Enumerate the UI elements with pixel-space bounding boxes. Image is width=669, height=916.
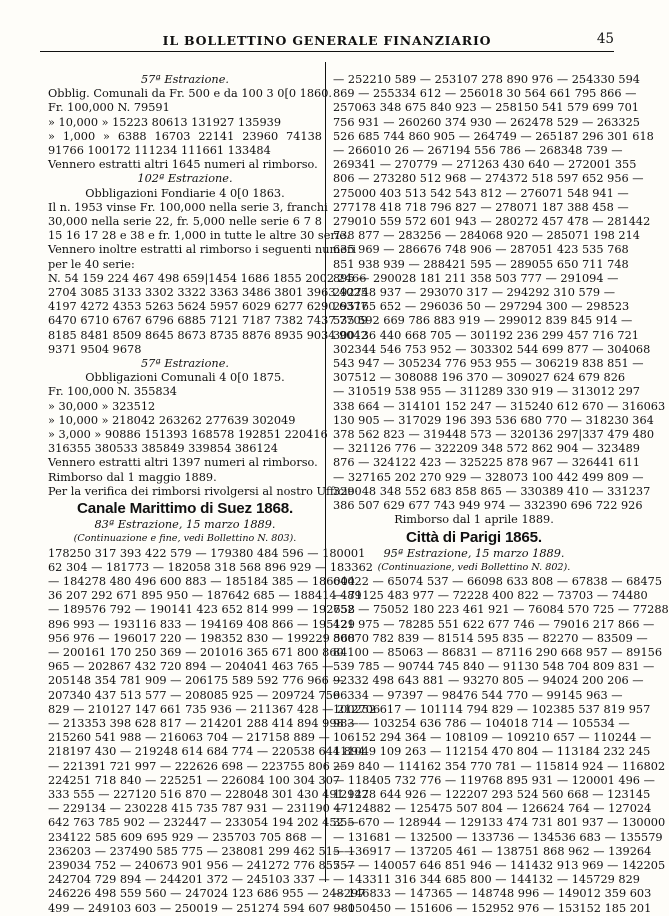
right-column-line: 111049 109 263 — 112154 470 804 — 113184 232 245 (333, 745, 651, 759)
left-column-line: 102ª Estrazione. (137, 172, 233, 186)
right-column-line: 80070 782 839 — 81514 595 835 — 82270 — 83509 — (333, 631, 648, 645)
right-column-line: 106152 294 364 — 108109 — 109210 657 — 110244 — (333, 731, 652, 745)
right-column-line: 275000 403 513 542 543 812 — 276071 548 941 — (333, 186, 629, 200)
left-column-line: Fr. 100,000 N. 79591 (48, 101, 170, 115)
right-column-line: 378 562 823 — 319448 573 — 320136 297|337 479 480 (333, 428, 655, 442)
right-column-line: 292748 937 — 293070 317 — 294292 310 579 — (333, 286, 615, 300)
left-column-line: 896 993 — 193116 833 — 194169 408 866 — 195129 (48, 617, 355, 631)
right-column-line: — 146833 — 147365 — 148748 996 — 149012 359 603 (333, 887, 652, 901)
right-column-line: — 118405 732 776 — 119768 895 931 — 120001 496 — (333, 773, 655, 787)
right-column-line: 302344 546 753 952 — 303302 544 699 877 — 304068 (333, 342, 651, 356)
right-column-line: 526 685 744 860 905 — 264749 — 265187 296 301 618 (333, 129, 654, 143)
right-column-line: 121478 644 926 — 122207 293 524 560 668 — 123145 (333, 787, 651, 801)
right-column-line: — 131681 — 132500 — 133736 — 134536 683 — 135579 (333, 830, 663, 844)
right-column-line: — 71125 483 977 — 72228 400 822 — 73703 — 74480 (333, 589, 648, 603)
right-column-line: — 150450 — 151606 — 152952 976 — 153152 185 201 (333, 901, 652, 915)
right-column-line: — 327165 202 270 929 — 328073 100 442 499 809 — (333, 470, 644, 484)
column-divider (325, 62, 326, 882)
left-column-line: 57ª Estrazione. (141, 73, 229, 86)
left-column-line: 2704 3085 3133 3302 3322 3363 3486 3801 3963 4025 (48, 286, 368, 300)
left-column-line: » 30,000 » 323512 (48, 399, 156, 413)
right-column-line: — 252210 589 — 253107 278 890 976 — 254330 594 (333, 73, 640, 86)
left-column-line: Vennero estratti altri 1397 numeri al rimborso. (48, 456, 318, 470)
left-column-line: Rimborso dal 1 maggio 1889. (48, 470, 217, 484)
right-column-line: — 124882 — 125475 507 804 — 126624 764 — 127024 (333, 802, 652, 816)
left-column-line: 4197 4272 4353 5263 5624 5957 6029 6277 6290 6377 (48, 300, 368, 314)
left-column-line: — 200161 170 250 369 — 201016 365 671 800 860 (48, 645, 344, 659)
left-column-line: » 10,000 » 15223 80613 131927 135939 (48, 115, 282, 129)
left-column-line: per le 40 serie: (48, 257, 135, 271)
left-column-line: — 189576 792 — 190141 423 652 814 999 — 192658 (48, 603, 355, 617)
right-column-line: 257063 348 675 840 923 — 258150 541 579 699 701 (333, 101, 639, 115)
left-column (48, 73, 381, 916)
left-column-line: 83ª Estrazione, 15 marzo 1889. (94, 518, 276, 532)
left-column-line: 6470 6710 6767 6796 6885 7121 7187 7382 7437 7709 (48, 314, 368, 328)
left-column-line: 642 763 785 902 — 232447 — 233054 194 202 452 — (48, 816, 359, 830)
left-column-line: Vennero estratti altri 1645 numeri al rimborso. (48, 158, 318, 172)
left-column-line: 316355 380533 385849 339854 386124 (48, 442, 278, 456)
left-column-line: 829 — 210127 147 661 735 936 — 211367 428 — 212706 (48, 702, 381, 716)
right-column-line: 130 905 — 317029 196 393 536 680 770 — 318230 364 (333, 413, 654, 427)
right-column-line: — 321126 776 — 322209 348 572 862 904 — 323489 (333, 442, 640, 456)
right-column-line: 895 — 290028 181 211 358 503 777 — 291094 — (333, 271, 619, 285)
left-column-line: 234122 585 609 695 929 — 235703 705 868 — (48, 830, 322, 844)
left-column-line: Fr. 100,000 N. 355834 (48, 385, 177, 399)
left-column-line: 956 976 — 196017 220 — 198352 830 — 199229 568 (48, 631, 355, 645)
right-column-line: 535 592 669 786 883 919 — 299012 839 845 914 — (333, 314, 633, 328)
left-column-line: N. 54 159 224 467 498 659|1454 1686 1855 2002 2466 (48, 271, 367, 285)
right-column-line: 300136 440 668 705 — 301192 236 299 457 716 721 (333, 328, 639, 342)
left-column-line: Il n. 1953 vinse Fr. 100,000 nella serie 3, franchi (48, 200, 328, 214)
right-column-line: 806 — 273280 512 968 — 274372 518 597 652 956 — (333, 172, 644, 186)
left-column-line: 965 — 202867 432 720 894 — 204041 463 765 — (48, 660, 334, 674)
right-column-line: Città di Parigi 1865. (406, 528, 542, 546)
right-column-line: — 310519 538 955 — 311289 330 919 — 313012 297 (333, 385, 640, 399)
left-column-line: (Continuazione e fine, vedi Bollettino N. 803). (73, 533, 297, 545)
right-column-line: 869 — 255334 612 — 256018 30 564 661 795 866 — (333, 87, 637, 101)
right-column-line: 876 — 324122 423 — 325225 878 967 — 326441 611 (333, 456, 640, 470)
right-column-line: — 143311 316 344 685 800 — 144132 — 145729 829 (333, 873, 640, 887)
left-column-line: — 221391 721 997 — 222626 698 — 223755 806 — (48, 759, 345, 773)
right-column-line: 269341 — 270779 — 271263 430 640 — 272001 355 (333, 158, 637, 172)
left-column-line: 236203 — 237490 585 775 — 238081 299 462 515 — (48, 844, 355, 858)
right-column-line: 307512 — 308088 196 370 — 309027 624 679 826 (333, 371, 626, 385)
left-column-line: 57ª Estrazione. (141, 357, 229, 371)
left-column-line: » 1,000 » 6388 16703 22141 23960 74138 (48, 129, 322, 143)
left-column-line: 36 207 292 671 895 950 — 187642 685 — 188414 489 (48, 589, 362, 603)
left-column-line: 207340 437 513 577 — 208085 925 — 209724 756 (48, 688, 341, 702)
right-column-line: 539 785 — 90744 745 840 — 91130 548 704 809 831 — (333, 660, 655, 674)
right-column-line: 338 664 — 314101 152 247 — 315240 612 670 — 316063 (333, 399, 666, 413)
page-number: 45 (596, 31, 614, 47)
right-column-line: 386 507 629 677 743 949 974 — 332390 696 722 926 (333, 499, 643, 513)
left-column-line: 246226 498 559 560 — 247024 123 686 955 — 248297 (48, 887, 366, 901)
right-column-line: 329048 348 552 683 858 865 — 330389 410 — 331237 (333, 484, 651, 498)
right-column-line: 752 — 75052 180 223 461 921 — 76084 570 725 — 77288 (333, 603, 669, 617)
right-column-line: 635 969 — 286676 748 906 — 287051 423 535 768 (333, 243, 629, 257)
left-column-line: 205148 354 781 909 — 206175 589 592 776 966 — (48, 674, 344, 688)
right-column-line: 92332 498 643 881 — 93270 805 — 94024 200 206 — (333, 674, 644, 688)
right-column-line: 738 877 — 283256 — 284068 920 — 285071 198 214 (333, 229, 640, 243)
right-column-line: 84100 — 85063 — 86831 — 87116 290 668 957 — 89156 (333, 645, 663, 659)
page-header (40, 27, 614, 52)
right-column-line: 96334 — 97397 — 98476 544 770 — 99145 963 — (333, 688, 623, 702)
left-column-line: Obbligazioni Comunali 4 0[0 1875. (85, 371, 285, 385)
right-column-line: 421 975 — 78285 551 622 677 746 — 79016 217 866 — (333, 617, 655, 631)
right-column-line: 543 947 — 305234 776 953 955 — 306219 838 851 — (333, 357, 644, 371)
right-column-line: (Continuazione, vedi Bollettino N. 802). (377, 561, 571, 573)
left-column-line: 224251 718 840 — 225251 — 226084 100 304 307 (48, 773, 341, 787)
right-column-line: 295165 652 — 296036 50 — 297294 300 — 298523 (333, 300, 630, 314)
right-column-line: 259 840 — 114162 354 770 781 — 115814 924 — 116802 (333, 759, 666, 773)
right-column-line: — 266010 26 — 267194 556 786 — 268348 739 — (333, 144, 623, 158)
left-column-line: 8185 8481 8509 8645 8673 8735 8876 8935 9034 9042 (48, 328, 368, 342)
left-column-line: 178250 317 393 422 579 — 179380 484 596 — 180001 (48, 546, 366, 560)
left-column-line: — 213353 398 628 817 — 214201 288 414 894 998 — (48, 716, 359, 730)
right-column-line: 64022 — 65074 537 — 66098 633 808 — 67838 — 68475 (333, 574, 663, 588)
right-column-line: 277178 418 718 796 827 — 278071 187 388 458 — (333, 200, 629, 214)
left-column-line: 242704 729 894 — 244201 372 — 245103 337 — (48, 873, 330, 887)
left-column-line: Per la verifica dei rimborsi rivolgersi al nostro Ufficio· (48, 484, 359, 498)
left-column-line: » 10,000 » 218042 263262 277639 302049 (48, 413, 296, 427)
left-column-line: 333 555 — 227120 516 870 — 228048 301 430 491 922 (48, 787, 369, 801)
right-column-line: 983 — 103254 636 786 — 104018 714 — 105534 — (333, 716, 630, 730)
left-column-line: Canale Marittimo di Suez 1868. (77, 500, 293, 518)
left-column-line: Vennero inoltre estratti al rimborso i seguenti numeri (48, 243, 356, 257)
left-column-line: — 184278 480 496 600 883 — 185184 385 — 186004 (48, 574, 355, 588)
right-column-line: 851 938 939 — 288421 595 — 289055 650 711 748 (333, 257, 629, 271)
left-column-line: Obbligazioni Fondiarie 4 0[0 1863. (85, 186, 285, 200)
right-column-line: 557 — 140057 646 851 946 — 141432 913 969 — 142205 (333, 858, 666, 872)
left-column-line: 15 16 17 28 e 38 e fr. 1,000 in tutte le altre 30 serie. (48, 229, 350, 243)
right-column-line: Rimborso dal 1 aprile 1889. (394, 513, 554, 527)
right-column-line: 355 670 — 128944 — 129133 474 731 801 937 — 130000 (333, 816, 666, 830)
right-column-line: 279010 559 572 601 943 — 280272 457 478 — 281442 (333, 215, 651, 229)
right-column-line: — 136917 — 137205 461 — 138751 868 962 — 139264 (333, 844, 652, 858)
left-column-line: 91766 100172 111234 111661 133484 (48, 144, 271, 158)
left-column-line: 499 — 249103 603 — 250019 — 251274 594 607 980 (48, 901, 355, 915)
right-column-line: 756 931 — 260260 374 930 — 262478 529 — 263325 (333, 115, 640, 129)
left-column-line: 9371 9504 9678 (48, 342, 142, 356)
left-column-line: 239034 752 — 240673 901 956 — 241272 776 857 — (48, 858, 355, 872)
left-column-line: 215260 541 988 — 216063 704 — 217158 889 — (48, 731, 330, 745)
left-column-line: 218197 430 — 219248 614 684 774 — 220538 644 894 (48, 745, 366, 759)
left-column-line: 30,000 nella serie 22, fr. 5,000 nelle serie 6 7 8 (48, 215, 322, 229)
left-column-line: — 229134 — 230228 415 735 787 931 — 231190 471 (48, 802, 355, 816)
right-column-line: 95ª Estrazione, 15 marzo 1889. (383, 546, 565, 560)
running-title: IL BOLLETTINO GENERALE FINANZIARIO (162, 33, 492, 48)
left-column-line: 62 304 — 181773 — 182058 318 568 896 929 — 183362 (48, 560, 373, 574)
left-column-line: Obblig. Comunali da Fr. 500 e da 100 3 0[0 1860. (48, 87, 332, 101)
right-column-line: 100252 617 — 101114 794 829 — 102385 537 819 957 (333, 702, 651, 716)
right-column (333, 73, 669, 916)
left-column-line: » 3,000 » 90886 151393 168578 192851 220416 (48, 428, 328, 442)
